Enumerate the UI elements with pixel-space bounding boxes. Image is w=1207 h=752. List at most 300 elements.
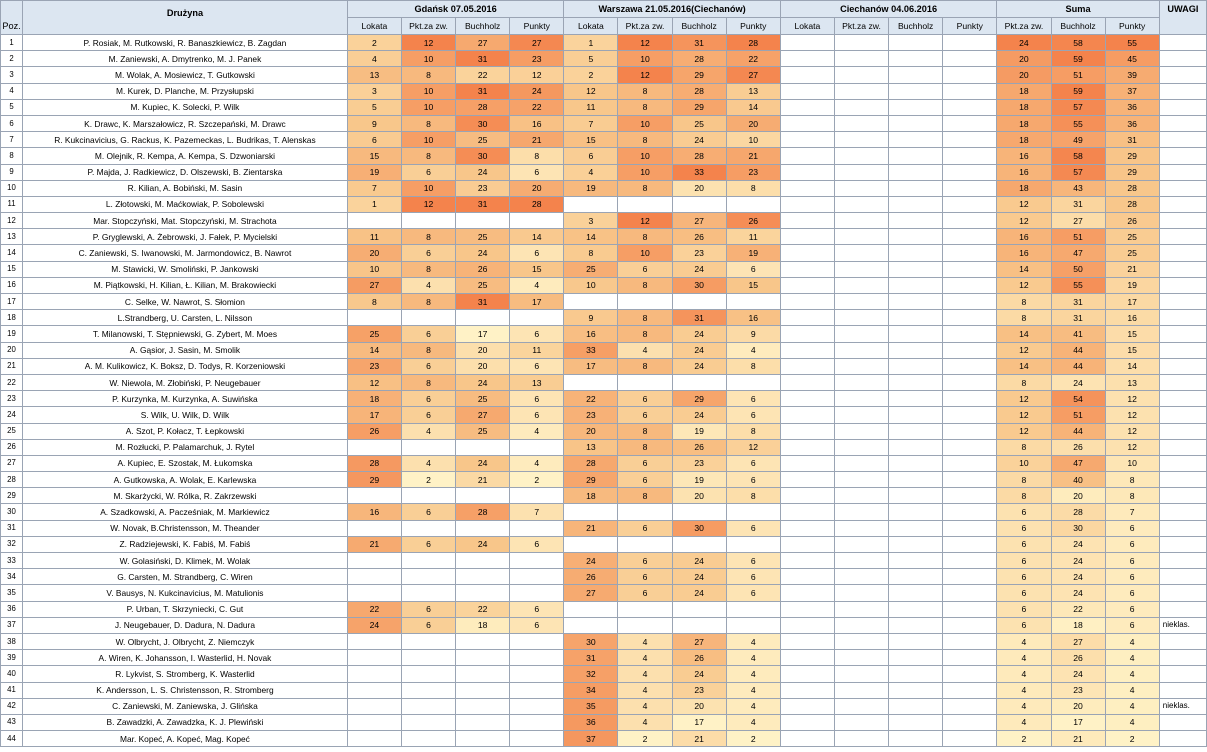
ciechanow-lokata-cell (780, 67, 834, 83)
warszawa-buchholz-cell (672, 196, 726, 212)
warszawa-punkty-cell: 6 (726, 261, 780, 277)
gdansk-punkty-cell (510, 553, 564, 569)
gdansk-buchholz-cell (456, 650, 510, 666)
warszawa-pkt-cell: 6 (618, 455, 672, 471)
ciechanow-lokata-cell (780, 472, 834, 488)
gdansk-punkty-cell: 4 (510, 423, 564, 439)
row-position: 23 (1, 391, 23, 407)
ciechanow-pkt-cell (834, 633, 888, 649)
gdansk-punkty-cell: 13 (510, 374, 564, 390)
sum-punkty-cell: 8 (1105, 472, 1159, 488)
team-name: A. M. Kulikowicz, K. Boksz, D. Todys, R. Korzeniowski (23, 358, 348, 374)
gdansk-buchholz-cell (456, 633, 510, 649)
ciechanow-lokata-cell (780, 277, 834, 293)
warszawa-lokata-cell (564, 374, 618, 390)
warszawa-lokata-cell: 2 (564, 67, 618, 83)
team-name: M. Wolak, A. Mosiewicz, T. Gutkowski (23, 67, 348, 83)
sum-buchholz-cell: 22 (1051, 601, 1105, 617)
warszawa-pkt-cell: 8 (618, 99, 672, 115)
gdansk-punkty-cell (510, 633, 564, 649)
sum-punkty-cell: 17 (1105, 294, 1159, 310)
sum-punkty-cell: 36 (1105, 99, 1159, 115)
ciechanow-lokata-cell (780, 358, 834, 374)
warszawa-lokata-cell: 30 (564, 633, 618, 649)
gdansk-punkty-cell: 6 (510, 601, 564, 617)
warszawa-lokata-cell: 13 (564, 439, 618, 455)
ciechanow-lokata-cell (780, 229, 834, 245)
ciechanow-lokata-cell (780, 180, 834, 196)
warszawa-punkty-cell: 23 (726, 164, 780, 180)
warszawa-lokata-cell: 5 (564, 51, 618, 67)
sum-pkt-cell: 12 (997, 423, 1051, 439)
warszawa-buchholz-cell: 31 (672, 35, 726, 51)
warszawa-punkty-cell: 12 (726, 439, 780, 455)
row-position: 26 (1, 439, 23, 455)
team-name: T. Milanowski, T. Stępniewski, G. Zybert, M. Moes (23, 326, 348, 342)
team-name: R. Kilian, A. Bobiński, M. Sasin (23, 180, 348, 196)
gdansk-pkt-cell: 8 (401, 67, 455, 83)
warszawa-lokata-cell: 29 (564, 472, 618, 488)
gdansk-lokata-cell: 10 (347, 261, 401, 277)
ciechanow-punkty-cell (943, 569, 997, 585)
gdansk-lokata-cell: 21 (347, 536, 401, 552)
gdansk-buchholz-cell: 28 (456, 504, 510, 520)
warszawa-pkt-cell: 6 (618, 553, 672, 569)
warszawa-pkt-cell (618, 374, 672, 390)
row-position: 17 (1, 294, 23, 310)
gdansk-lokata-cell (347, 714, 401, 730)
team-name: Z. Radziejewski, K. Fabiś, M. Fabiś (23, 536, 348, 552)
warszawa-buchholz-cell (672, 294, 726, 310)
warszawa-punkty-cell: 4 (726, 650, 780, 666)
gdansk-pkt-cell (401, 553, 455, 569)
ciechanow-lokata-cell (780, 439, 834, 455)
warszawa-buchholz-cell: 24 (672, 261, 726, 277)
sum-pkt-cell: 16 (997, 245, 1051, 261)
notes-cell (1159, 164, 1206, 180)
col-header-punkty: Punkty (510, 18, 564, 35)
warszawa-buchholz-cell: 24 (672, 569, 726, 585)
warszawa-buchholz-cell: 23 (672, 455, 726, 471)
table-row (1, 294, 1207, 310)
warszawa-lokata-cell: 20 (564, 423, 618, 439)
warszawa-lokata-cell (564, 504, 618, 520)
warszawa-pkt-cell: 12 (618, 67, 672, 83)
sum-buchholz-cell: 58 (1051, 148, 1105, 164)
ciechanow-buchholz-cell (889, 51, 943, 67)
table-row (1, 83, 1207, 99)
warszawa-buchholz-cell: 24 (672, 326, 726, 342)
notes-cell: nieklas. (1159, 698, 1206, 714)
warszawa-buchholz-cell: 26 (672, 439, 726, 455)
notes-cell (1159, 633, 1206, 649)
ciechanow-lokata-cell (780, 326, 834, 342)
sum-buchholz-cell: 24 (1051, 536, 1105, 552)
notes-cell (1159, 358, 1206, 374)
ciechanow-lokata-cell (780, 714, 834, 730)
warszawa-buchholz-cell: 23 (672, 682, 726, 698)
ciechanow-buchholz-cell (889, 455, 943, 471)
warszawa-pkt-cell: 8 (618, 132, 672, 148)
ciechanow-punkty-cell (943, 374, 997, 390)
warszawa-buchholz-cell: 24 (672, 342, 726, 358)
ciechanow-punkty-cell (943, 650, 997, 666)
sum-buchholz-cell: 49 (1051, 132, 1105, 148)
warszawa-punkty-cell: 9 (726, 326, 780, 342)
gdansk-pkt-cell (401, 666, 455, 682)
sum-pkt-cell: 8 (997, 472, 1051, 488)
col-header-lokata: Lokata (780, 18, 834, 35)
gdansk-lokata-cell: 20 (347, 245, 401, 261)
ciechanow-punkty-cell (943, 391, 997, 407)
team-name: M. Olejnik, R. Kempa, A. Kempa, S. Dzwoniarski (23, 148, 348, 164)
gdansk-pkt-cell: 8 (401, 261, 455, 277)
ciechanow-pkt-cell (834, 67, 888, 83)
gdansk-pkt-cell (401, 520, 455, 536)
sum-punkty-cell: 39 (1105, 67, 1159, 83)
row-position: 22 (1, 374, 23, 390)
gdansk-lokata-cell: 9 (347, 115, 401, 131)
team-name: G. Carsten, M. Strandberg, C. Wiren (23, 569, 348, 585)
gdansk-punkty-cell: 6 (510, 164, 564, 180)
sum-buchholz-cell: 31 (1051, 294, 1105, 310)
sum-pkt-cell: 12 (997, 213, 1051, 229)
warszawa-lokata-cell: 18 (564, 488, 618, 504)
ciechanow-pkt-cell (834, 601, 888, 617)
sum-pkt-cell: 4 (997, 698, 1051, 714)
table-row (1, 731, 1207, 747)
ciechanow-buchholz-cell (889, 245, 943, 261)
ciechanow-punkty-cell (943, 310, 997, 326)
row-position: 28 (1, 472, 23, 488)
sum-buchholz-cell: 26 (1051, 650, 1105, 666)
table-row (1, 698, 1207, 714)
notes-cell (1159, 439, 1206, 455)
gdansk-buchholz-cell (456, 714, 510, 730)
gdansk-pkt-cell: 8 (401, 229, 455, 245)
sum-buchholz-cell: 54 (1051, 391, 1105, 407)
ciechanow-buchholz-cell (889, 374, 943, 390)
sum-buchholz-cell: 47 (1051, 245, 1105, 261)
table-row (1, 67, 1207, 83)
warszawa-buchholz-cell: 33 (672, 164, 726, 180)
ciechanow-punkty-cell (943, 682, 997, 698)
ciechanow-punkty-cell (943, 520, 997, 536)
ciechanow-lokata-cell (780, 682, 834, 698)
row-position: 30 (1, 504, 23, 520)
ciechanow-pkt-cell (834, 585, 888, 601)
notes-cell (1159, 601, 1206, 617)
row-position: 11 (1, 196, 23, 212)
warszawa-punkty-cell: 16 (726, 310, 780, 326)
notes-cell (1159, 407, 1206, 423)
warszawa-punkty-cell: 8 (726, 358, 780, 374)
warszawa-lokata-cell: 22 (564, 391, 618, 407)
notes-cell (1159, 504, 1206, 520)
warszawa-pkt-cell (618, 196, 672, 212)
warszawa-pkt-cell: 8 (618, 358, 672, 374)
sum-buchholz-cell: 26 (1051, 439, 1105, 455)
notes-cell (1159, 423, 1206, 439)
col-header-lokata: Lokata (564, 18, 618, 35)
warszawa-buchholz-cell (672, 617, 726, 633)
sum-punkty-cell: 4 (1105, 666, 1159, 682)
col-header-pkt: Pkt.za zw. (618, 18, 672, 35)
sum-pkt-cell: 6 (997, 504, 1051, 520)
warszawa-pkt-cell: 4 (618, 650, 672, 666)
gdansk-punkty-cell: 21 (510, 132, 564, 148)
warszawa-pkt-cell: 8 (618, 180, 672, 196)
warszawa-pkt-cell: 4 (618, 682, 672, 698)
ciechanow-pkt-cell (834, 682, 888, 698)
ciechanow-pkt-cell (834, 115, 888, 131)
ciechanow-punkty-cell (943, 358, 997, 374)
ciechanow-lokata-cell (780, 666, 834, 682)
warszawa-punkty-cell: 6 (726, 569, 780, 585)
ciechanow-pkt-cell (834, 520, 888, 536)
gdansk-pkt-cell (401, 633, 455, 649)
ciechanow-buchholz-cell (889, 698, 943, 714)
warszawa-pkt-cell: 8 (618, 310, 672, 326)
gdansk-punkty-cell (510, 666, 564, 682)
warszawa-lokata-cell: 10 (564, 277, 618, 293)
ciechanow-buchholz-cell (889, 132, 943, 148)
standings-body (1, 35, 1207, 747)
sum-punkty-cell: 28 (1105, 180, 1159, 196)
gdansk-punkty-cell: 14 (510, 229, 564, 245)
row-position: 21 (1, 358, 23, 374)
warszawa-pkt-cell: 4 (618, 698, 672, 714)
gdansk-buchholz-cell: 28 (456, 99, 510, 115)
ciechanow-punkty-cell (943, 698, 997, 714)
gdansk-lokata-cell: 27 (347, 277, 401, 293)
ciechanow-lokata-cell (780, 455, 834, 471)
warszawa-buchholz-cell: 24 (672, 666, 726, 682)
ciechanow-punkty-cell (943, 714, 997, 730)
gdansk-pkt-cell: 6 (401, 326, 455, 342)
gdansk-punkty-cell (510, 714, 564, 730)
gdansk-pkt-cell: 6 (401, 601, 455, 617)
gdansk-lokata-cell: 17 (347, 407, 401, 423)
team-name: K. Drawc, K. Marszałowicz, R. Szczepański, M. Drawc (23, 115, 348, 131)
warszawa-buchholz-cell: 29 (672, 391, 726, 407)
ciechanow-pkt-cell (834, 553, 888, 569)
gdansk-punkty-cell: 7 (510, 504, 564, 520)
warszawa-punkty-cell: 8 (726, 180, 780, 196)
gdansk-pkt-cell (401, 439, 455, 455)
gdansk-buchholz-cell: 23 (456, 180, 510, 196)
ciechanow-lokata-cell (780, 115, 834, 131)
gdansk-lokata-cell: 7 (347, 180, 401, 196)
ciechanow-lokata-cell (780, 731, 834, 747)
row-position: 19 (1, 326, 23, 342)
ciechanow-pkt-cell (834, 261, 888, 277)
ciechanow-pkt-cell (834, 569, 888, 585)
table-row (1, 585, 1207, 601)
ciechanow-lokata-cell (780, 51, 834, 67)
table-row (1, 180, 1207, 196)
gdansk-buchholz-cell (456, 439, 510, 455)
warszawa-buchholz-cell: 20 (672, 488, 726, 504)
warszawa-punkty-cell: 2 (726, 731, 780, 747)
gdansk-pkt-cell (401, 569, 455, 585)
notes-cell (1159, 99, 1206, 115)
ciechanow-buchholz-cell (889, 99, 943, 115)
table-row (1, 196, 1207, 212)
gdansk-buchholz-cell: 24 (456, 536, 510, 552)
sum-pkt-cell: 16 (997, 148, 1051, 164)
gdansk-punkty-cell (510, 213, 564, 229)
sum-punkty-cell: 4 (1105, 698, 1159, 714)
row-position: 39 (1, 650, 23, 666)
notes-cell (1159, 310, 1206, 326)
ciechanow-pkt-cell (834, 358, 888, 374)
warszawa-punkty-cell: 8 (726, 423, 780, 439)
warszawa-lokata-cell: 24 (564, 553, 618, 569)
gdansk-punkty-cell: 12 (510, 67, 564, 83)
table-row (1, 358, 1207, 374)
warszawa-punkty-cell: 6 (726, 520, 780, 536)
sum-pkt-cell: 16 (997, 229, 1051, 245)
gdansk-punkty-cell: 11 (510, 342, 564, 358)
gdansk-pkt-cell: 8 (401, 374, 455, 390)
row-position: 40 (1, 666, 23, 682)
event-header-warszawa: Warszawa 21.05.2016(Ciechanów) (564, 1, 781, 18)
notes-cell (1159, 326, 1206, 342)
team-name: R. Kukcinavicius, G. Rackus, K. Pazemeckas, L. Budrikas, T. Alenskas (23, 132, 348, 148)
sum-punkty-cell: 6 (1105, 569, 1159, 585)
notes-header: UWAGI (1159, 1, 1206, 35)
table-row (1, 714, 1207, 730)
row-position: 12 (1, 213, 23, 229)
ciechanow-buchholz-cell (889, 229, 943, 245)
gdansk-pkt-cell (401, 585, 455, 601)
gdansk-buchholz-cell: 24 (456, 455, 510, 471)
ciechanow-buchholz-cell (889, 520, 943, 536)
sum-punkty-cell: 19 (1105, 277, 1159, 293)
gdansk-punkty-cell (510, 520, 564, 536)
warszawa-lokata-cell (564, 617, 618, 633)
warszawa-pkt-cell: 10 (618, 115, 672, 131)
sum-punkty-cell: 6 (1105, 520, 1159, 536)
warszawa-lokata-cell: 6 (564, 148, 618, 164)
table-row (1, 229, 1207, 245)
row-position: 24 (1, 407, 23, 423)
ciechanow-lokata-cell (780, 35, 834, 51)
notes-cell (1159, 196, 1206, 212)
table-row (1, 455, 1207, 471)
gdansk-buchholz-cell (456, 698, 510, 714)
team-name: S. Wilk, U. Wilk, D. Wilk (23, 407, 348, 423)
ciechanow-punkty-cell (943, 67, 997, 83)
sum-pkt-cell: 4 (997, 714, 1051, 730)
warszawa-buchholz-cell: 24 (672, 585, 726, 601)
gdansk-lokata-cell: 5 (347, 99, 401, 115)
ciechanow-punkty-cell (943, 342, 997, 358)
ciechanow-lokata-cell (780, 601, 834, 617)
warszawa-punkty-cell: 4 (726, 666, 780, 682)
ciechanow-buchholz-cell (889, 261, 943, 277)
ciechanow-pkt-cell (834, 455, 888, 471)
warszawa-pkt-cell: 10 (618, 164, 672, 180)
gdansk-lokata-cell (347, 698, 401, 714)
sum-pkt-cell: 18 (997, 115, 1051, 131)
table-row (1, 115, 1207, 131)
row-position: 2 (1, 51, 23, 67)
warszawa-lokata-cell: 25 (564, 261, 618, 277)
row-position: 36 (1, 601, 23, 617)
ciechanow-lokata-cell (780, 569, 834, 585)
team-name: W. Golasiński, D. Klimek, M. Wolak (23, 553, 348, 569)
warszawa-pkt-cell: 6 (618, 407, 672, 423)
team-name: A. Szot, P. Kołacz, T. Łepkowski (23, 423, 348, 439)
warszawa-pkt-cell: 4 (618, 342, 672, 358)
gdansk-pkt-cell: 6 (401, 391, 455, 407)
table-row (1, 99, 1207, 115)
team-name: W. Olbrycht, J. Olbrycht, Z. Niemczyk (23, 633, 348, 649)
ciechanow-punkty-cell (943, 472, 997, 488)
sum-col-header-pkt: Pkt.za zw. (997, 18, 1051, 35)
sum-punkty-cell: 4 (1105, 633, 1159, 649)
warszawa-lokata-cell: 14 (564, 229, 618, 245)
row-position: 4 (1, 83, 23, 99)
gdansk-buchholz-cell: 25 (456, 391, 510, 407)
warszawa-pkt-cell (618, 601, 672, 617)
team-name: B. Zawadzki, A. Zawadzka, K. J. Plewiński (23, 714, 348, 730)
sum-pkt-cell: 6 (997, 569, 1051, 585)
warszawa-lokata-cell: 34 (564, 682, 618, 698)
team-name: W. Novak, B.Christensson, M. Theander (23, 520, 348, 536)
sum-pkt-cell: 12 (997, 407, 1051, 423)
team-name: M. Kurek, D. Planche, M. Przysłupski (23, 83, 348, 99)
ciechanow-pkt-cell (834, 391, 888, 407)
gdansk-pkt-cell: 8 (401, 342, 455, 358)
gdansk-buchholz-cell: 31 (456, 83, 510, 99)
sum-pkt-cell: 8 (997, 294, 1051, 310)
warszawa-punkty-cell: 6 (726, 407, 780, 423)
sum-punkty-cell: 16 (1105, 310, 1159, 326)
gdansk-pkt-cell (401, 714, 455, 730)
col-header-buchholz: Buchholz (889, 18, 943, 35)
ciechanow-punkty-cell (943, 229, 997, 245)
warszawa-pkt-cell: 4 (618, 714, 672, 730)
ciechanow-pkt-cell (834, 698, 888, 714)
warszawa-buchholz-cell: 30 (672, 277, 726, 293)
team-name: L.Strandberg, U. Carsten, L. Nilsson (23, 310, 348, 326)
ciechanow-buchholz-cell (889, 277, 943, 293)
gdansk-lokata-cell (347, 213, 401, 229)
notes-cell (1159, 148, 1206, 164)
warszawa-lokata-cell: 36 (564, 714, 618, 730)
row-position: 44 (1, 731, 23, 747)
gdansk-punkty-cell (510, 569, 564, 585)
gdansk-pkt-cell: 10 (401, 180, 455, 196)
row-position: 18 (1, 310, 23, 326)
sum-buchholz-cell: 23 (1051, 682, 1105, 698)
col-header-buchholz: Buchholz (672, 18, 726, 35)
ciechanow-pkt-cell (834, 407, 888, 423)
warszawa-pkt-cell: 6 (618, 391, 672, 407)
sum-buchholz-cell: 50 (1051, 261, 1105, 277)
gdansk-buchholz-cell: 30 (456, 148, 510, 164)
gdansk-pkt-cell: 8 (401, 115, 455, 131)
warszawa-lokata-cell: 27 (564, 585, 618, 601)
table-row (1, 536, 1207, 552)
team-name: M. Piątkowski, H. Kilian, Ł. Kilian, M. Brakowiecki (23, 277, 348, 293)
gdansk-punkty-cell: 6 (510, 617, 564, 633)
team-name: J. Neugebauer, D. Dadura, N. Dadura (23, 617, 348, 633)
ciechanow-punkty-cell (943, 407, 997, 423)
